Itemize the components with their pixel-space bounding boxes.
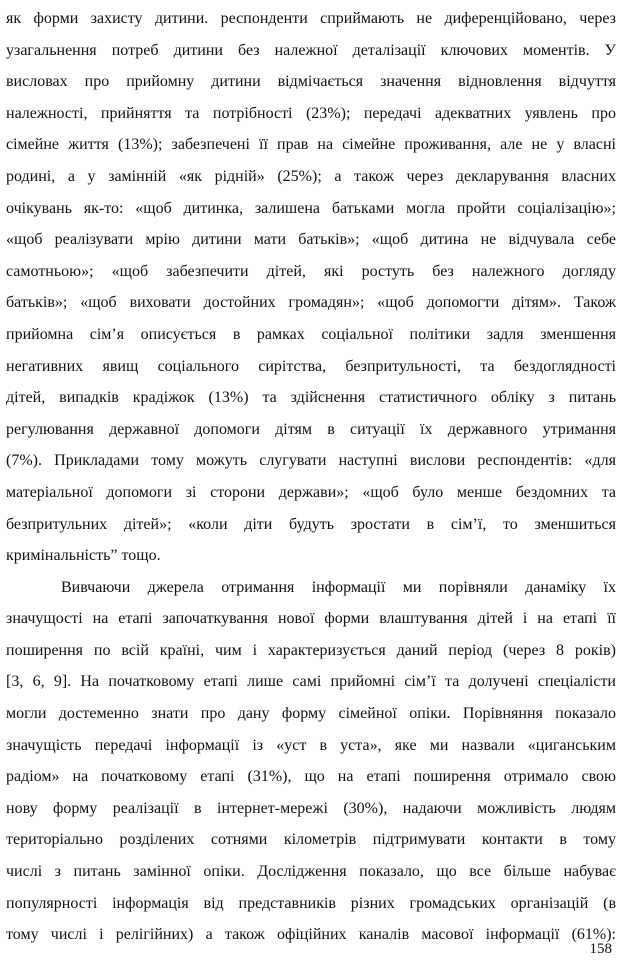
text-line: як форми захисту дитини. респонденти сприймають не диференційовано, через <box>6 10 616 27</box>
text-line: Вивчаючи джерела отримання інформації ми порівняли данаміку їх <box>61 578 616 596</box>
text-line: нову форму реалізації в інтернет-мережі (30%), надаючи можливість людям <box>6 799 616 817</box>
text-line: кримінальність” тощо. <box>6 547 161 565</box>
text-line: регулювання державної допомоги дітям в ситуації їх державного утримання <box>6 420 616 438</box>
text-line: «щоб реалізувати мрію дитини мати батьків»; «щоб дитина не відчувала себе <box>6 231 616 249</box>
text-line: дітей, випадків крадіжок (13%) та здійснення статистичного обліку з питань <box>6 389 616 407</box>
text-line: тому числі і релігійних) а також офіційних каналів масової інформації (61%): <box>6 926 616 944</box>
text-line: матеріальної допомоги зі сторони держави»; «щоб було менше бездомних та <box>6 483 616 501</box>
text-line: родині, а у замінній «як рідній» (25%); а також через декларування власних <box>6 167 616 185</box>
text-line: (7%). Прикладами тому можуть слугувати наступні вислови респондентів: «для <box>6 452 616 470</box>
text-line: сімейне життя (13%); забезпечені її прав на сімейне проживання, але не у власні <box>6 136 616 154</box>
text-line: [3, 6, 9]. На початковому етапі лише самі прийомні сім’ї та долучені спеціалісти <box>6 673 616 691</box>
text-line: значущість передачі інформації із «уст в уста», яке ми назвали «циганським <box>6 736 616 754</box>
paragraph-1 <box>6 3 616 572</box>
text-line: висловах про прийомну дитини відмічається значення відновлення відчуття <box>6 73 616 91</box>
text-line: могли достеменно знати про дану форму сімейної опіки. Порівняння показало <box>6 705 616 723</box>
text-line: радіом» на початковому етапі (31%), що на етапі поширення отримало свою <box>6 768 616 786</box>
paragraph-2 <box>6 572 616 951</box>
text-line: належності, прийняття та потрібності (23%); передачі адекватних уявлень про <box>6 104 616 122</box>
text-line: самотньою»; «щоб забезпечити дітей, які ростуть без належного догляду <box>6 262 616 280</box>
text-line: прийомна сім’я описується в рамках соціальної політики задля зменшення <box>6 325 616 343</box>
text-line: популярності інформація від представників різних громадських організацій (в <box>6 894 616 912</box>
page-number: 158 <box>589 941 612 957</box>
text-line: безпритульних дітей»; «коли діти будуть зростати в сім’ї, то зменшиться <box>6 515 616 533</box>
text-line: значущості на етапі започаткування нової форми влаштування дітей і на етапі її <box>6 610 616 628</box>
text-line: поширення по всій країні, чим і характеризується даний період (через 8 років) <box>6 641 616 659</box>
text-line: очікувань як-то: «щоб дитинка, залишена батьками могла пройти соціалізацію»; <box>6 199 616 217</box>
body-text <box>6 3 616 951</box>
text-line: негативних явищ соціального сирітства, безпритульності, та бездоглядності <box>6 357 616 375</box>
text-line: батьків»; «щоб виховати достойних громадян»; «щоб допомогти дітям». Також <box>6 294 616 312</box>
text-line: узагальнення потреб дитини без належної деталізації ключових моментів. У <box>6 41 616 59</box>
text-line: числі з питань замінної опіки. Дослідження показало, що все більше набуває <box>6 863 616 881</box>
text-line: територіально розділених сотнями кілометрів підтримувати контакти в тому <box>6 831 616 849</box>
